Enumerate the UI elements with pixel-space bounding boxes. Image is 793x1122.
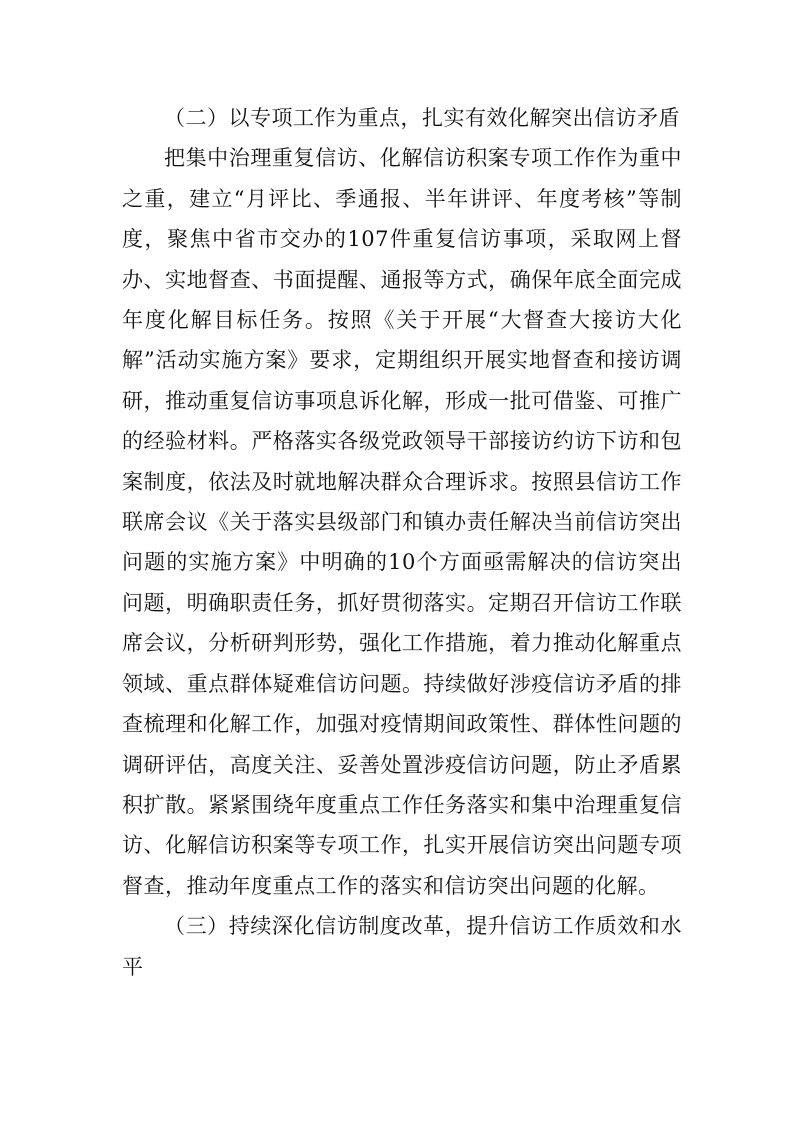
body-paragraph: 把集中治理重复信访、化解信访积案专项工作作为重中之重，建立“月评比、季通报、半年讲评、年度考核”等制度，聚焦中省市交办的107件重复信访事项，采取网上督办、实地督查、书面提醒、通报等方式，确保年底全面完成年度化解目标任务。按照《关于开展“大督查大接访大化解”活动实施方案》要求，定期组织开展实地督查和接访调研，推动重复信访事项息诉化解，形成一批可借鉴、可推广的经验材料。严格落实各级党政领导干部接访约访下访和包案制度，依法及时就地解决群众合理诉求。按照县信访工作联席会议《关于落实县级部门和镇办责任解决当前信访突出问题的实施方案》中明确的10个方面亟需解决的信访突出问题，明确职责任务，抓好贯彻落实。定期召开信访工作联席会议，分析研判形势，强化工作措施，着力推动化解重点领域、重点群体疑难信访问题。持续做好涉疫信访矛盾的排查梳理和化解工作，加强对疫情期间政策性、群体性问题的调研评估，高度关注、妥善处置涉疫信访问题，防止矛盾累积扩散。紧紧围绕年度重点工作任务落实和集中治理重复信访、化解信访积案等专项工作，扎实开展信访突出问题专项督查，推动年度重点工作的落实和信访突出问题的化解。 [122, 146, 682, 898]
section-heading-3: （三）持续深化信访制度改革，提升信访工作质效和水平 [122, 914, 682, 979]
document-body [122, 98, 682, 987]
section-heading-2: （二）以专项工作为重点，扎实有效化解突出信访矛盾 [164, 106, 680, 130]
